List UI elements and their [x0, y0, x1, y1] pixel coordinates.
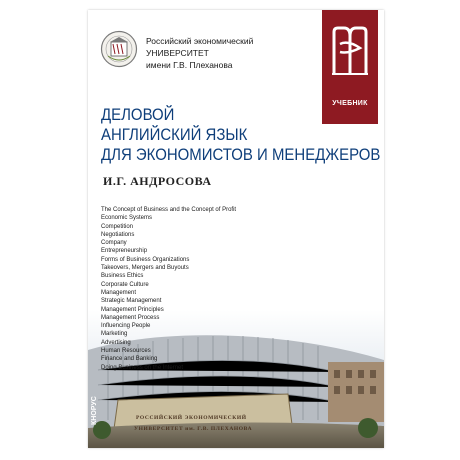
- university-name: [146, 35, 253, 71]
- title-line-1: ДЕЛОВОЙ: [101, 105, 175, 124]
- contents-item: Finance and Banking: [101, 356, 158, 363]
- contents-item: Human Resources: [101, 348, 151, 355]
- textbook-label: УЧЕБНИК: [332, 100, 368, 107]
- contents-item: Negotiations: [101, 231, 135, 238]
- title-line-3: ДЛЯ ЭКОНОМИСТОВ И МЕНЕДЖЕРОВ: [101, 145, 381, 164]
- contents-list: [101, 206, 236, 372]
- book-title: [101, 105, 384, 165]
- contents-item: Marketing: [101, 331, 128, 338]
- contents-item: Entrepreneurship: [101, 248, 148, 255]
- building-sign-line-2: УНИВЕРСИТЕТ им. Г.В. ПЛЕХАНОВА: [134, 426, 253, 432]
- contents-item: Management: [101, 289, 137, 296]
- university-line-1: Российский экономический: [146, 36, 254, 46]
- contents-item: Business Ethics: [101, 273, 144, 280]
- contents-item: The Concept of Business and the Concept of Profit: [101, 207, 237, 213]
- contents-item: Company: [101, 240, 127, 247]
- contents-item: Economic Systems: [101, 215, 153, 222]
- contents-item: Management Principles: [101, 306, 164, 313]
- contents-item: Advertising: [101, 339, 131, 346]
- title-line-2: АНГЛИЙСКИЙ ЯЗЫК: [101, 125, 248, 144]
- building-sign-line-1: РОССИЙСКИЙ ЭКОНОМИЧЕСКИЙ: [136, 415, 247, 421]
- contents-item: Corporate Culture: [101, 281, 149, 288]
- university-line-3: имени Г.В. Плеханова: [146, 60, 233, 70]
- book-cover: [88, 10, 384, 448]
- university-emblem-icon: [100, 30, 138, 68]
- contents-item: Competition: [101, 223, 134, 230]
- contents-item: Management Process: [101, 314, 160, 321]
- author-name: И.Г. АНДРОСОВА: [103, 174, 212, 188]
- contents-item: Strategic Management: [101, 298, 162, 305]
- publisher-monogram-icon: [330, 24, 370, 78]
- university-line-2: УНИВЕРСИТЕТ: [146, 48, 209, 58]
- contents-item: Takeovers, Mergers and Buyouts: [101, 265, 189, 272]
- contents-item: Doing Business on the Internet: [101, 364, 184, 371]
- contents-item: Forms of Business Organizations: [101, 256, 190, 263]
- publisher-name: КНОРУС: [91, 396, 98, 425]
- contents-item: Influencing People: [101, 323, 151, 330]
